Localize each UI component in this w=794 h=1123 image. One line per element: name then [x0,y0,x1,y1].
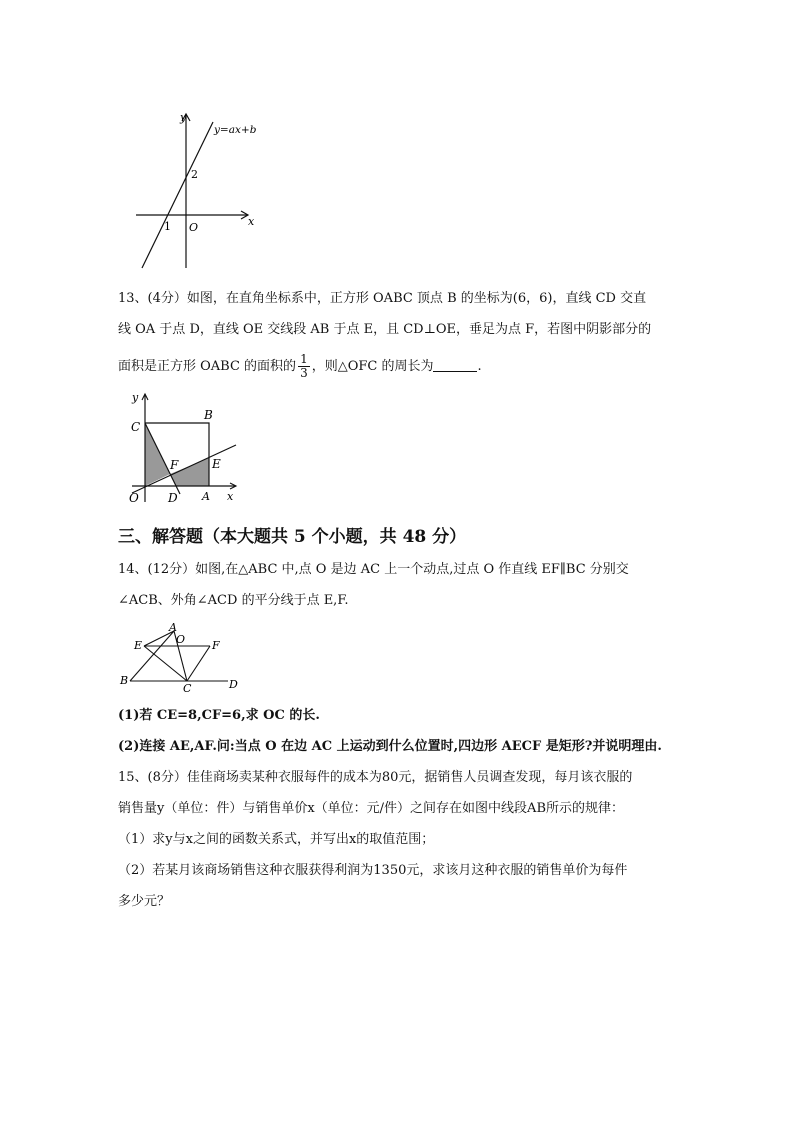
label-e: E [212,457,221,471]
q14-line-1: 14、(12分）如图,在△ABC 中,点 O 是边 AC 上一个动点,过点 O 作直线 EF∥BC 分别交 [118,562,629,577]
q15-part-1: （1）求y与x之间的函数关系式，并写出x的取值范围； [118,832,435,847]
linear-function-graph [130,108,270,273]
label-a: A [169,622,177,634]
q13-line-3 [118,350,482,384]
label-c: C [131,420,141,434]
segment-ce [144,646,187,681]
equation-label: y=ax+b [214,124,257,136]
q14-line-2: ∠ACB、外角∠ACD 的平分线于点 E,F. [118,593,349,608]
label-f: F [170,458,179,472]
function-line [142,122,213,268]
q13-line-3-end: . [477,359,482,374]
square-oabc-figure [118,390,243,508]
triangle-abc-figure [118,622,243,692]
x-axis-label: x [248,215,255,228]
answer-blank [433,357,477,372]
label-y: y [132,391,139,404]
fraction-denominator: 3 [300,366,308,380]
q13-line-3-text: 面积是正方形 OABC 的面积的 [118,359,297,374]
label-e: E [134,639,143,652]
q15-line-1: 15、(8分）佳佳商场卖某种衣服每件的成本为80元，据销售人员调查发现，每月该衣服的 [118,770,633,785]
segment-cf [187,646,210,681]
x-intercept-label: 1 [164,220,171,233]
q14-part-1: (1)若 CE=8,CF=6,求 OC 的长. [118,708,320,723]
label-a: A [202,490,210,503]
origin-label: O [189,221,199,234]
fraction-numerator: 1 [300,352,308,366]
section-heading: 三、解答题（本大题共 5 个小题，共 48 分） [118,527,467,547]
q15-line-2: 销售量y（单位：件）与销售单价x（单位：元/件）之间存在如图中线段AB所示的规律： [118,801,624,816]
label-f: F [212,639,220,652]
fraction-one-third [298,353,310,380]
q13-line-2: 线 OA 于点 D，直线 OE 交线段 AB 于点 E，且 CD⊥OE，垂足为点 F，若图中阴影部分的 [118,322,652,337]
label-c: C [183,682,192,692]
label-d: D [229,678,238,691]
label-d: D [168,491,178,505]
label-o: O [176,633,186,646]
y-axis-label: y [180,111,187,124]
q15-part-2-line-1: （2）若某月该商场销售这种衣服获得利润为1350元，求该月这种衣服的销售单价为每件 [118,863,628,878]
q15-part-2-line-2: 多少元？ [118,894,171,909]
label-x: x [227,490,234,503]
y-intercept-label: 2 [191,168,198,181]
label-o: O [129,491,139,505]
label-b: B [204,408,213,422]
label-b: B [120,674,129,687]
q13-line-1: 13、(4分）如图，在直角坐标系中，正方形 OABC 顶点 B 的坐标为(6，6)，直线 CD 交直 [118,291,647,306]
q13-line-3-tail: ，则△OFC 的周长为 [311,359,434,374]
q14-part-2: (2)连接 AE,AF.问:当点 O 在边 AC 上运动到什么位置时,四边形 AECF 是矩形?并说明理由. [118,739,662,754]
